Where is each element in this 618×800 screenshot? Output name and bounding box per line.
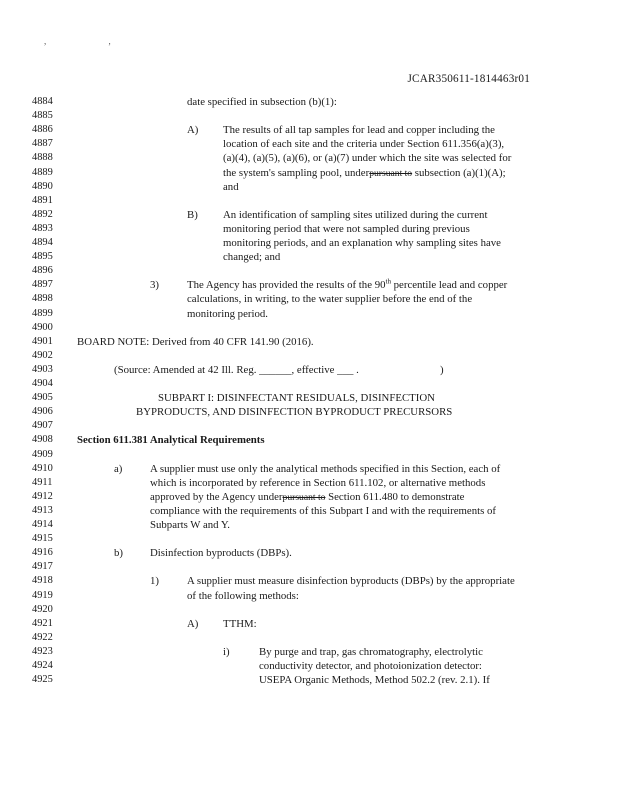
line-text — [259, 659, 482, 673]
document-line — [0, 137, 618, 151]
line-text — [150, 546, 292, 560]
text-run: BYPRODUCTS, AND DISINFECTION BYPRODUCT PRECURSORS — [136, 406, 453, 419]
document-line — [0, 335, 618, 349]
document-line — [0, 194, 618, 208]
text-run: BOARD NOTE: Derived from 40 CFR 141.90 (2016). — [77, 335, 314, 348]
line-number: 4921 — [32, 617, 53, 629]
line-number: 4898 — [32, 293, 53, 305]
text-run: (a)(4), (a)(5), (a)(6), or (a)(7) under which the site was selected for — [223, 152, 512, 165]
text-run: which is incorporated by reference in Section 611.102, or alternative methods — [150, 476, 486, 489]
document-line — [0, 603, 618, 617]
line-text — [223, 617, 257, 631]
line-number: 4916 — [32, 547, 53, 559]
line-number: 4917 — [32, 561, 53, 573]
document-line — [0, 264, 618, 278]
text-run: the system's sampling pool, under — [223, 166, 370, 179]
text-run: monitoring periods, and an explanation why sampling sites have — [223, 237, 501, 249]
line-text — [150, 518, 230, 532]
document-line — [0, 180, 618, 194]
document-line — [0, 673, 618, 687]
line-text — [223, 123, 495, 137]
document-line — [0, 448, 618, 462]
line-number: 4911 — [32, 476, 53, 488]
document-line — [0, 518, 618, 532]
line-text — [223, 250, 280, 264]
line-number: 4903 — [32, 363, 53, 375]
line-number: 4887 — [32, 138, 53, 150]
text-run: i) — [223, 645, 230, 658]
document-line — [0, 222, 618, 236]
document-line — [0, 278, 618, 292]
document-line — [0, 95, 618, 109]
line-number: 4891 — [32, 194, 53, 206]
line-number: 4922 — [32, 631, 53, 643]
text-run: (Source: Amended at 42 Ill. Reg. ______, effective ___ . — [114, 363, 359, 376]
line-number: 4888 — [32, 152, 53, 164]
line-text — [223, 137, 504, 151]
text-run: percentile lead and copper — [390, 279, 508, 292]
line-number: 4912 — [32, 490, 53, 502]
line-number: 4909 — [32, 448, 53, 460]
text-run: b) — [114, 547, 123, 560]
line-number: 4900 — [32, 321, 53, 333]
superscript: th — [385, 277, 391, 286]
line-number: 4902 — [32, 349, 53, 361]
text-run: of the following methods: — [187, 589, 299, 602]
line-text — [259, 645, 483, 659]
document-line — [0, 504, 618, 518]
text-run: By purge and trap, gas chromatography, electrolytic — [259, 645, 483, 658]
line-text — [259, 673, 490, 687]
text-run: 3) — [150, 279, 159, 292]
text-run: calculations, in writing, to the water supplier before the end of the — [187, 293, 473, 306]
struck-text: pursuant to — [282, 491, 326, 503]
document-line — [0, 574, 618, 588]
text-run: A supplier must measure disinfection byproducts (DBPs) by the appropriate — [187, 575, 515, 588]
line-number: 4890 — [32, 180, 53, 192]
line-text — [150, 504, 496, 518]
line-number: 4910 — [32, 462, 53, 474]
text-run: monitoring period. — [187, 307, 268, 320]
text-run: B) — [187, 208, 198, 221]
line-number: 4925 — [32, 674, 53, 686]
line-number: 4915 — [32, 533, 53, 545]
text-run: TTHM: — [223, 617, 257, 630]
document-line — [0, 532, 618, 546]
document-line — [0, 659, 618, 673]
text-run: compliance with the requirements of this Subpart I and with the requirements of — [150, 504, 497, 517]
line-text — [187, 307, 268, 321]
text-run: Section 611.480 to demonstrate — [325, 490, 465, 503]
document-line — [0, 560, 618, 574]
document-id: JCAR350611-1814463r01 — [407, 73, 530, 85]
text-run: Disinfection byproducts (DBPs). — [150, 547, 292, 560]
line-text — [150, 462, 500, 476]
line-text — [150, 574, 159, 588]
line-number: 4884 — [32, 96, 53, 107]
text-run: 1) — [150, 575, 159, 588]
line-number: 4904 — [32, 378, 53, 389]
line-number: 4896 — [32, 265, 53, 277]
line-number: 4897 — [32, 279, 53, 291]
document-line — [0, 123, 618, 137]
document-line — [0, 490, 618, 504]
line-text — [187, 617, 198, 631]
line-text — [114, 546, 123, 560]
text-run: USEPA Organic Methods, Method 502.2 (rev. 2.1). If — [259, 674, 490, 687]
document-line — [0, 631, 618, 645]
document-line — [0, 645, 618, 659]
document-line — [0, 166, 618, 180]
line-number: 4893 — [32, 222, 53, 234]
text-run: and — [223, 180, 239, 193]
line-number: 4895 — [32, 251, 53, 263]
line-text — [187, 574, 515, 588]
document-line — [0, 462, 618, 476]
line-text — [150, 476, 485, 490]
document-line — [0, 433, 618, 447]
line-text — [158, 391, 435, 405]
document-line — [0, 377, 618, 391]
line-number: 4892 — [32, 208, 53, 220]
document-line — [0, 250, 618, 264]
line-text — [150, 278, 159, 292]
scan-specks: , , — [44, 36, 141, 46]
text-run: monitoring period that were not sampled during previous — [223, 222, 470, 235]
text-run: approved by the Agency under — [150, 490, 283, 503]
line-text — [223, 236, 501, 250]
text-run: SUBPART I: DISINFECTANT RESIDUALS, DISINFECTION — [158, 392, 435, 405]
line-text — [114, 363, 359, 377]
document-line — [0, 151, 618, 165]
line-text — [440, 363, 444, 377]
line-number: 4919 — [32, 589, 53, 601]
line-number: 4913 — [32, 504, 53, 516]
line-number: 4914 — [32, 519, 53, 530]
line-text — [187, 292, 472, 306]
text-run: location of each site and the criteria under Section 611.356(a)(3), — [223, 138, 505, 151]
document-line — [0, 109, 618, 123]
text-run: A) — [187, 124, 199, 137]
document-line — [0, 617, 618, 631]
text-run: The Agency has provided the results of the 90 — [187, 279, 386, 292]
line-number: 4918 — [32, 575, 53, 587]
line-text — [187, 278, 507, 292]
line-text — [114, 462, 122, 476]
line-text — [223, 180, 239, 194]
line-text — [223, 645, 230, 659]
line-number: 4899 — [32, 307, 53, 319]
text-run: ) — [440, 363, 444, 376]
text-run: date specified in subsection (b)(1): — [187, 96, 337, 108]
line-text — [187, 208, 198, 222]
line-number: 4923 — [32, 645, 53, 657]
line-number: 4886 — [32, 124, 53, 136]
line-number: 4906 — [32, 406, 53, 418]
line-text — [223, 222, 470, 236]
document-line — [0, 208, 618, 222]
line-number: 4905 — [32, 392, 53, 404]
text-run: A supplier must use only the analytical methods specified in this Section, each of — [150, 462, 501, 475]
line-text — [223, 166, 506, 181]
struck-text: pursuant to — [369, 167, 413, 179]
document-line — [0, 391, 618, 405]
line-number: 4889 — [32, 166, 53, 178]
document-line — [0, 307, 618, 321]
line-text — [150, 490, 464, 505]
document-line — [0, 589, 618, 603]
line-number: 4894 — [32, 237, 53, 248]
document-line — [0, 419, 618, 433]
line-number: 4907 — [32, 420, 53, 432]
line-text — [223, 151, 511, 165]
document-line — [0, 405, 618, 419]
line-text — [77, 433, 265, 447]
text-run: changed; and — [223, 251, 281, 264]
line-text — [187, 95, 337, 109]
text-run: Section 611.381 Analytical Requirements — [77, 434, 265, 447]
line-number: 4885 — [32, 110, 53, 122]
document-line — [0, 292, 618, 306]
text-run: conductivity detector, and photoionization detector: — [259, 660, 482, 672]
text-run: a) — [114, 462, 123, 475]
document-line — [0, 321, 618, 335]
document-line — [0, 349, 618, 363]
document-line — [0, 236, 618, 250]
line-number: 4924 — [32, 660, 53, 671]
document-line — [0, 546, 618, 560]
text-run: The results of all tap samples for lead and copper including the — [223, 124, 495, 137]
line-text — [187, 589, 299, 603]
text-run: An identification of sampling sites utilized during the current — [223, 208, 488, 221]
line-text — [136, 405, 452, 419]
text-run: A) — [187, 617, 199, 630]
line-text — [187, 123, 198, 137]
line-number: 4908 — [32, 434, 53, 446]
line-number: 4920 — [32, 603, 53, 615]
line-number: 4901 — [32, 335, 53, 347]
document-line — [0, 363, 618, 377]
document-line — [0, 476, 618, 490]
line-text — [77, 335, 314, 349]
text-run: Subparts W and Y. — [150, 519, 230, 531]
line-text — [223, 208, 487, 222]
text-run: subsection (a)(1)(A); — [412, 166, 506, 179]
